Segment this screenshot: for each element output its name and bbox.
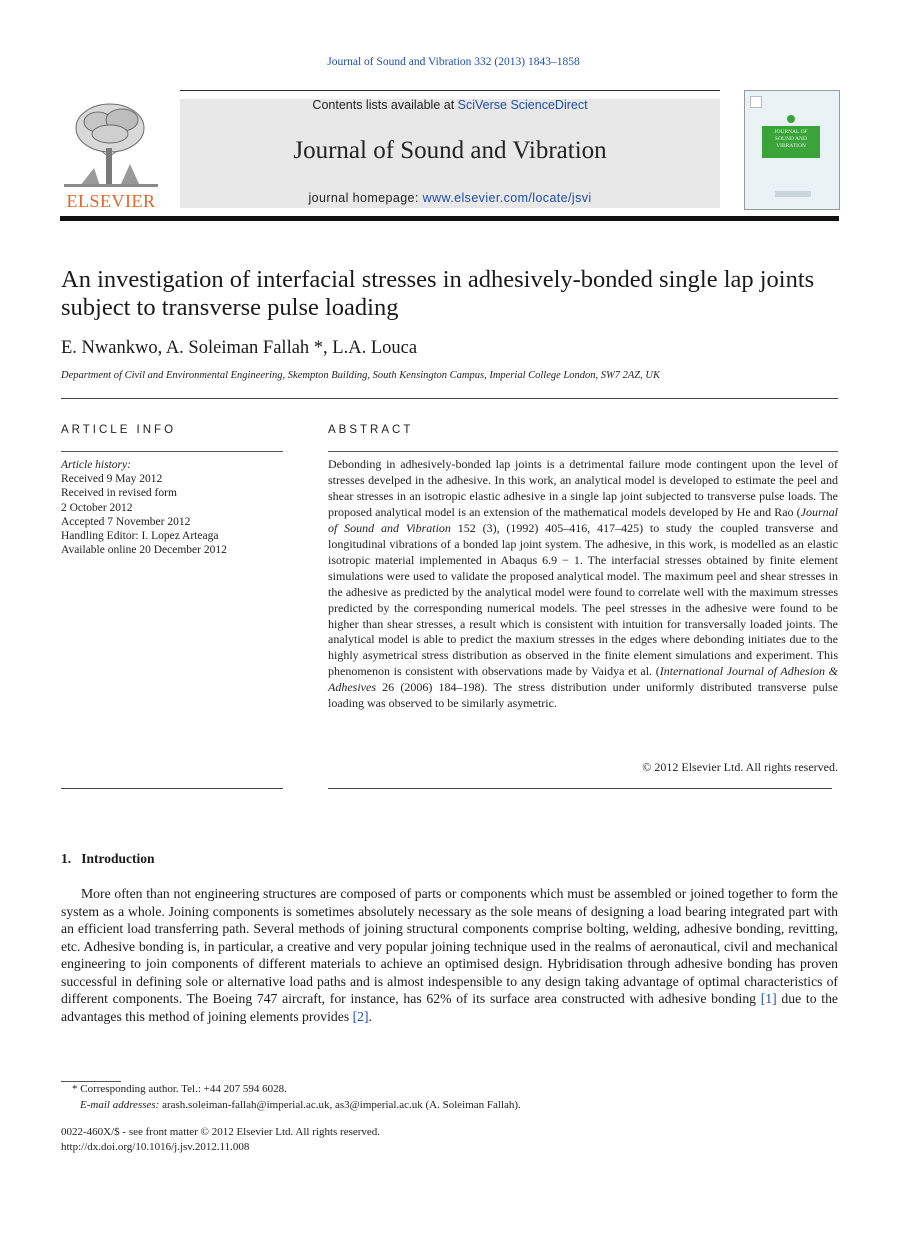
- history-item: Accepted 7 November 2012: [61, 515, 191, 528]
- intro-text: More often than not engineering structures are composed of parts or components which must be assembled or joined together to form the system as a whole. Joining components is sometimes absolutely necessary as the sole means of designing a load bearing integrated part with an efficient load transferring path. Several methods of joining structural components comprise bolting, welding, adhesive bonding, revitting, etc. Adhesive bonding is, in particular, a creative and very popular joining technique used in the realms of aeronautical, civil and mechanical engineering to join components of different materials to achieve an optimised design. Hybridisation through adhesive bonding has proven successful in defining sole or alternative load paths and is almost indespensible to any design taking advantage of optimal characteristics of different components. The Boeing 747 aircraft, for instance, has 62% of its surface area constructed with adhesive bonding: [61, 886, 838, 1007]
- history-item: Handling Editor: I. Lopez Arteaga: [61, 530, 219, 543]
- author-affiliation: Department of Civil and Environmental Engineering, Skempton Building, South Kensington Campus, Imperial College London, SW7 2AZ, UK: [61, 370, 660, 381]
- journal-homepage: [180, 191, 720, 205]
- article-history: [61, 458, 291, 557]
- introduction-heading: 1. Introduction: [61, 851, 155, 866]
- publisher-name: ELSEVIER: [66, 191, 156, 211]
- history-item: Received 9 May 2012: [61, 473, 163, 486]
- abstract-bottom-rule: [328, 788, 832, 789]
- title-bottom-rule: [61, 398, 838, 399]
- cover-publisher-mark: [775, 191, 811, 197]
- header-top-rule: [180, 90, 720, 91]
- cover-title-box: [762, 126, 820, 158]
- abstract-text: 26 (2006) 184–198). The stress distribution under uniformly distributed transverse pulse loading was observed to be similarly asymetric.: [328, 680, 838, 711]
- reference-link-1[interactable]: [1]: [760, 991, 777, 1007]
- email-addresses: [80, 1099, 521, 1111]
- cover-title-line: SOUND AND: [775, 136, 807, 142]
- email-label: E-mail addresses:: [80, 1099, 160, 1111]
- article-authors: E. Nwankwo, A. Soleiman Fallah *, L.A. Louca: [61, 338, 418, 358]
- corresponding-author-note: * Corresponding author. Tel.: +44 207 594 6028.: [72, 1083, 287, 1095]
- contents-availability: [180, 98, 720, 112]
- abstract-heading: ABSTRACT: [328, 424, 414, 436]
- intro-text: .: [368, 1008, 372, 1024]
- cover-title-line: VIBRATION: [776, 143, 806, 149]
- history-title: Article history:: [61, 459, 131, 471]
- abstract-text: 152 (3), (1992) 405–416, 417–425) to study the coupled transverse and longitudinal vibrations of a bonded lap joint system. The adhesive, in this work, is modelled as an elastic isotropic material implemented in Abaqus 6.9 − 1. The interfacial stresses obtained by finite element simulations were used to validate the proposed analytical model. The maximum peel and shear stresses in the adhesive as predicted by the analytical model were found to correlate well with the maximum stresses predicted by the corresponding numerical models. The peel stresses in the adhesive were found to be higher than shear stresses, a result which is consistent with intuition for transversally loaded joints. The analytical model is able to predict the maxium stresses in the edges where debonding initiates due to the highly asymetrical stress distribution as observed in the finite element simulations and experiment. This phenomenon is consistent with observations made by Vaidya et al. (: [328, 520, 838, 679]
- header-thick-rule: [60, 216, 839, 221]
- reference-link-2[interactable]: [2]: [352, 1008, 369, 1024]
- article-title: An investigation of interfacial stresses in adhesively-bonded single lap joints subject to transverse pulse loading: [61, 266, 815, 321]
- article-info-heading: ARTICLE INFO: [61, 424, 177, 436]
- contents-prefix: Contents lists available at: [312, 98, 458, 112]
- history-item: Received in revised form: [61, 487, 177, 500]
- abstract-copyright: © 2012 Elsevier Ltd. All rights reserved.: [642, 760, 838, 774]
- homepage-link[interactable]: www.elsevier.com/locate/jsvi: [422, 191, 592, 205]
- cover-corner-mark: [750, 96, 762, 108]
- journal-name: Journal of Sound and Vibration: [293, 137, 607, 164]
- history-item: Available online 20 December 2012: [61, 544, 227, 557]
- sciencedirect-link[interactable]: SciVerse ScienceDirect: [457, 98, 588, 112]
- abstract-ref-journal: Journal of Sound and Vibration: [328, 504, 838, 535]
- abstract-text: Debonding in adhesively-bonded lap joints is a detrimental failure mode contingent upon the level of stresses develped in the adhesive. In this work, an analytical model is developed to estimate the peel and shear stresses in an isotropic elastic adhesive in a single lap joint subjected to transverse pulse loads. The proposed analytical model is an extension of the mathematical models developed by He and Rao (: [328, 457, 838, 519]
- intro-text: due to the advantages this method of joining elements provides: [61, 991, 838, 1024]
- journal-citation[interactable]: Journal of Sound and Vibration 332 (2013) 1843–1858: [327, 56, 580, 68]
- introduction-body: [61, 885, 838, 1025]
- abstract-ref-journal: International Journal of Adhesion & Adhesives: [328, 664, 838, 695]
- footnote-rule: [61, 1081, 121, 1082]
- history-item: 2 October 2012: [61, 501, 133, 514]
- doi-link[interactable]: http://dx.doi.org/10.1016/j.jsv.2012.11.008: [61, 1141, 250, 1153]
- article-info-rule: [61, 451, 283, 452]
- article-info-bottom-rule: [61, 788, 283, 789]
- email-text[interactable]: arash.soleiman-fallah@imperial.ac.uk, as3@imperial.ac.uk (A. Soleiman Fallah).: [159, 1099, 521, 1111]
- abstract-body: [328, 457, 838, 712]
- homepage-prefix: journal homepage:: [308, 191, 423, 205]
- cover-dot-icon: [787, 115, 795, 123]
- cover-title-line: JOURNAL OF: [774, 129, 808, 135]
- abstract-rule: [328, 451, 838, 452]
- issn-line: 0022-460X/$ - see front matter © 2012 Elsevier Ltd. All rights reserved.: [61, 1126, 381, 1138]
